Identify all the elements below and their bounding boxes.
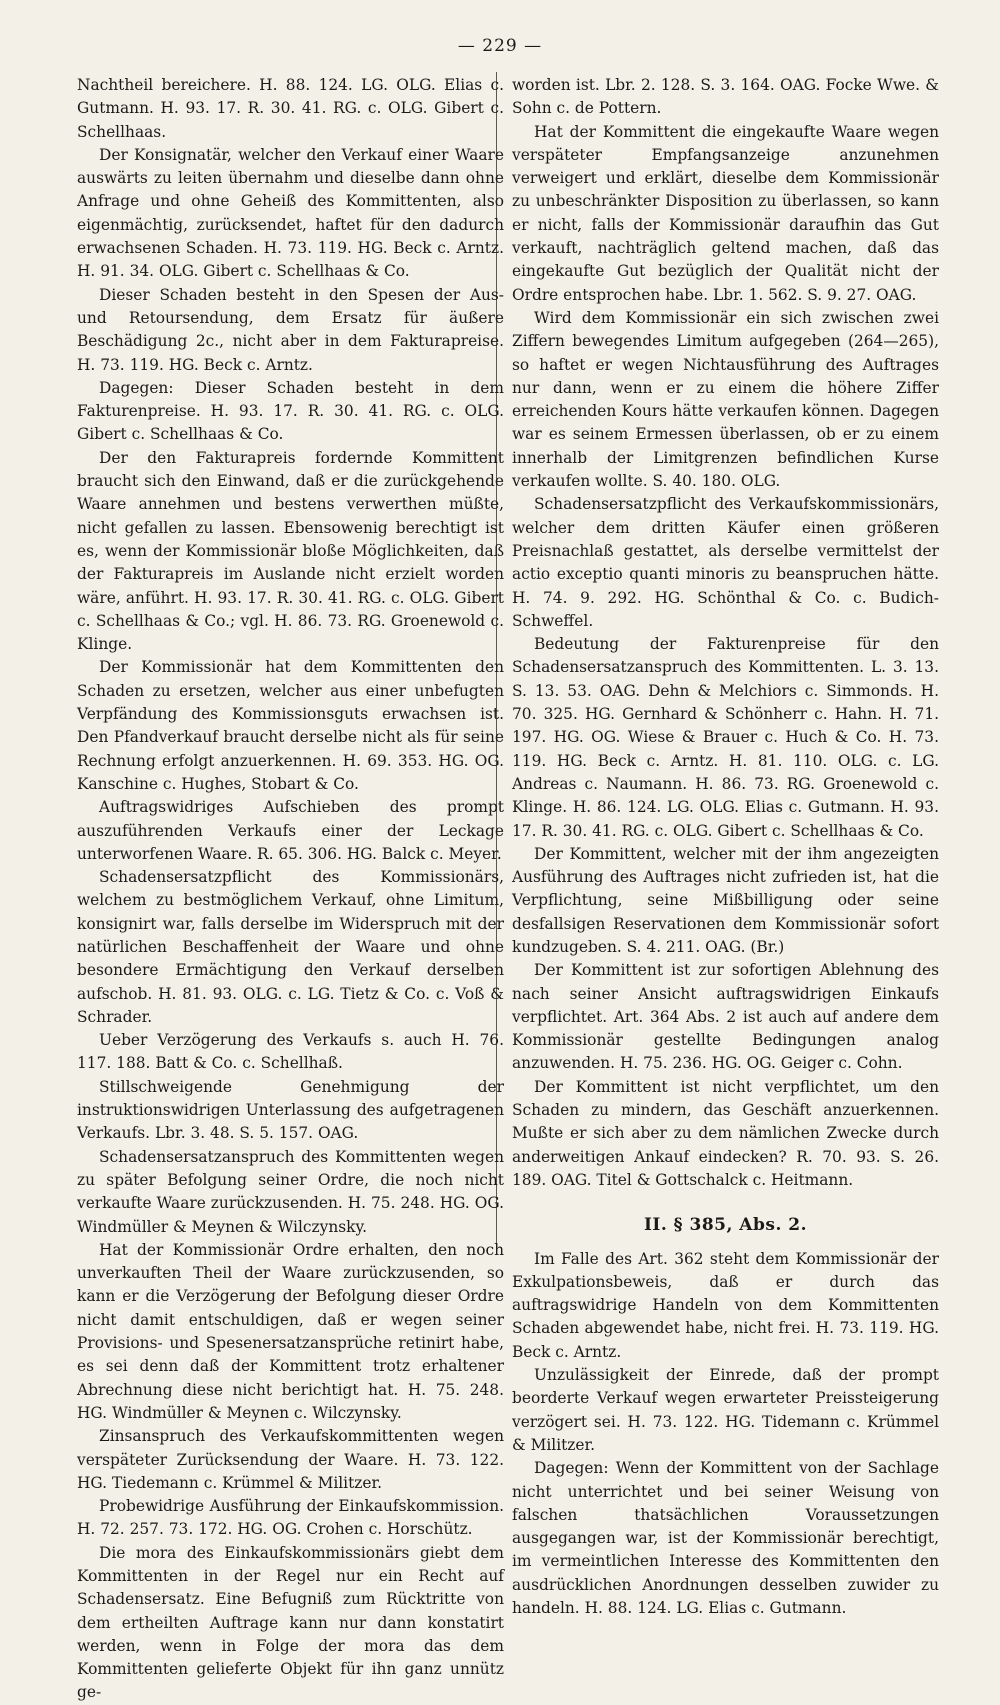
right-column [512, 74, 939, 1620]
paragraph: Schadensersatzanspruch des Kommittenten wegen zu später Befolgung seiner Ordre, die noch nicht verkaufte Waare zurückzusenden. H. 75. 248. HG. OG. Windmüller & Meynen & Wilczynsky. [77, 1147, 504, 1236]
paragraph: Zinsanspruch des Verkaufskommittenten wegen verspäteter Zurücksendung der Waare. H. 73. 122. HG. Tiedemann c. Krümmel & Militzer. [77, 1427, 504, 1492]
paragraph: Der den Fakturapreis fordernde Kommittent braucht sich den Einwand, daß er die zurückgehende Waare annehmen und bestens verwerthen müßte, nicht gefallen zu lassen. Ebensowenig berechtigt ist es, wenn der Kommissionär bloße Möglichkeiten, daß der Fakturapreis im Auslande nicht erzielt worden wäre, anführt. H. 93. 17. R. 30. 41. RG. c. OLG. Gibert c. Schellhaas & Co.; vgl. H. 86. 73. RG. Groenewold c. Klinge. [77, 448, 504, 654]
paragraph: Der Konsignatär, welcher den Verkauf einer Waare auswärts zu leiten übernahm und dieselbe dann ohne Anfrage und ohne Geheiß des Kommittenten, also eigenmächtig, zurücksendet, haftet für den dadurch erwachsenen Schaden. H. 73. 119. HG. Beck c. Arntz. H. 91. 34. OLG. Gibert c. Schellhaas & Co. [77, 145, 504, 281]
paragraph: Dagegen: Wenn der Kommittent von der Sachlage nicht unterrichtet und bei seiner Weisung von falschen thatsächlichen Voraussetzungen ausgegangen war, ist der Kommissionär berechtigt, im vermeintlichen Interesse des Kommittenten den ausdrücklichen Anordnungen desselben zuwider zu handeln. H. 88. 124. LG. Elias c. Gutmann. [512, 1459, 939, 1617]
paragraph: Unzulässigkeit der Einrede, daß der prompt beorderte Verkauf wegen erwarteter Preissteigerung verzögert sei. H. 73. 122. HG. Tidemann c. Krümmel & Militzer. [512, 1366, 939, 1454]
paragraph: Dieser Schaden besteht in den Spesen der Aus- und Retoursendung, dem Ersatz für äußere Beschädigung 2c., nicht aber in dem Fakturapreise. H. 73. 119. HG. Beck c. Arntz. [77, 285, 504, 374]
left-column [77, 74, 504, 1705]
page-number: — 229 — [457, 36, 543, 56]
paragraph: Hat der Kommittent die eingekaufte Waare wegen verspäteter Empfangsanzeige anzunehmen verweigert und erklärt, dieselbe dem Kommissionär zu unbeschränkter Disposition zu überlassen, so kann er nicht, falls der Kommissionär daraufhin das Gut verkauft, nachträglich geltend machen, daß das eingekaufte Gut bezüglich der Qualität nicht der Ordre entsprochen habe. Lbr. 1. 562. S. 9. 27. OAG. [512, 122, 939, 304]
paragraph: Im Falle des Art. 362 steht dem Kommissionär der Exkulpationsbeweis, daß er durch das auftragswidrige Handeln von dem Kommittenten Schaden abgewendet habe, nicht frei. H. 73. 119. HG. Beck c. Arntz. [512, 1249, 939, 1361]
paragraph: Wird dem Kommissionär ein sich zwischen zwei Ziffern bewegendes Limitum aufgegeben (264—265), so haftet er wegen Nichtausführung des Auftrages nur dann, wenn er zu einem die höhere Ziffer erreichenden Kours hätte verkaufen können. Dagegen war es seinem Ermessen überlassen, ob er zu einem innerhalb der Limitgrenzen befindlichen Kurse verkaufen wollte. S. 40. 180. OLG. [512, 308, 939, 491]
paragraph: Ueber Verzögerung des Verkaufs s. auch H. 76. 117. 188. Batt & Co. c. Schellhaß. [77, 1031, 504, 1073]
section-heading: II. § 385, Abs. 2. [643, 1215, 808, 1236]
paragraph: worden ist. Lbr. 2. 128. S. 3. 164. OAG. Focke Wwe. & Sohn c. de Pottern. [512, 76, 939, 118]
paragraph: Der Kommittent ist zur sofortigen Ablehnung des nach seiner Ansicht auftragswidrigen Einkaufs verpflichtet. Art. 364 Abs. 2 ist auch auf andere dem Kommissionär gestellte Bedingungen analog anzuwenden. H. 75. 236. HG. OG. Geiger c. Cohn. [512, 961, 939, 1073]
paragraph: Schadensersatzpflicht des Verkaufskommissionärs, welcher dem dritten Käufer einen größeren Preisnachlaß gestattet, als derselbe vermittelst der actio exceptio quanti minoris zu beanspruchen hätte. H. 74. 9. 292. HG. Schönthal & Co. c. Budich-Schweffel. [512, 495, 939, 630]
paragraph: Stillschweigende Genehmigung der instruktionswidrigen Unterlassung des aufgetragenen Verkaufs. Lbr. 3. 48. S. 5. 157. OAG. [77, 1077, 504, 1143]
paragraph: Dagegen: Dieser Schaden besteht in dem Fakturenpreise. H. 93. 17. R. 30. 41. RG. c. OLG. Gibert c. Schellhaas & Co. [77, 378, 504, 444]
paragraph: Der Kommittent, welcher mit der ihm angezeigten Ausführung des Auftrages nicht zufrieden ist, hat die Verpflichtung, seine Mißbilligung oder seine desfallsigen Reservationen dem Kommissionär sofort kundzugeben. S. 4. 211. OAG. (Br.) [512, 844, 939, 956]
paragraph: Auftragswidriges Aufschieben des prompt auszuführenden Verkaufs einer der Leckage unterworfenen Waare. R. 65. 306. HG. Balck c. Meyer. [77, 798, 504, 863]
paragraph: Hat der Kommissionär Ordre erhalten, den noch unverkauften Theil der Waare zurückzusenden, so kann er die Verzögerung der Befolgung dieser Ordre nicht damit entschuldigen, daß er wegen seiner Provisions- und Spesenersatzansprüche retinirt habe, es sei denn daß der Kommittent trotz erhaltener Abrechnung diese nicht berichtigt hat. H. 75. 248. HG. Windmüller & Meynen c. Wilczynsky. [77, 1240, 504, 1422]
paragraph: Die mora des Einkaufskommissionärs giebt dem Kommittenten in der Regel nur ein Recht auf Schadensersatz. Eine Befugniß zum Rücktritte von dem ertheilten Auftrage kann nur dann konstatirt werden, wenn in Folge der mora das dem Kommittenten gelieferte Objekt für ihn ganz unnütz ge- [77, 1543, 504, 1702]
paragraph: Schadensersatzpflicht des Kommissionärs, welchem zu bestmöglichem Verkauf, ohne Limitum, konsignirt war, falls derselbe im Widerspruch mit der natürlichen Beschaffenheit der Waare und ohne besondere Ermächtigung den Verkauf derselben aufschob. H. 81. 93. OLG. c. LG. Tietz & Co. c. Voß & Schrader. [77, 868, 504, 1026]
paragraph: Der Kommittent ist nicht verpflichtet, um den Schaden zu mindern, das Geschäft anzuerkennen. Mußte er sich aber zu dem nämlichen Zwecke durch anderweitigen Ankauf eindecken? R. 70. 93. S. 26. 189. OAG. Titel & Gottschalck c. Heitmann. [512, 1077, 939, 1189]
paragraph: Probewidrige Ausführung der Einkaufskommission. H. 72. 257. 73. 172. HG. OG. Crohen c. Horschütz. [77, 1497, 504, 1539]
paragraph: Der Kommissionär hat dem Kommittenten den Schaden zu ersetzen, welcher aus einer unbefugten Verpfändung des Kommissionsguts erwachsen ist. Den Pfandverkauf braucht derselbe nicht als für seine Rechnung erfolgt anzuerkennen. H. 69. 353. HG. OG. Kanschine c. Hughes, Stobart & Co. [77, 658, 504, 793]
paragraph: Bedeutung der Fakturenpreise für den Schadensersatzanspruch des Kommittenten. L. 3. 13. S. 13. 53. OAG. Dehn & Melchiors c. Simmonds. H. 70. 325. HG. Gernhard & Schönherr c. Hahn. H. 71. 197. HG. OG. Wiese & Brauer c. Huch & Co. H. 73. 119. HG. Beck c. Arntz. H. 81. 110. OLG. c. LG. Andreas c. Naumann. H. 86. 73. RG. Groenewold c. Klinge. H. 86. 124. LG. OLG. Elias c. Gutmann. H. 93. 17. R. 30. 41. RG. c. OLG. Gibert c. Schellhaas & Co. [512, 635, 939, 840]
paragraph: Nachtheil bereichere. H. 88. 124. LG. OLG. Elias c. Gutmann. H. 93. 17. R. 30. 41. RG. c. OLG. Gibert c. Schellhaas. [77, 76, 504, 141]
